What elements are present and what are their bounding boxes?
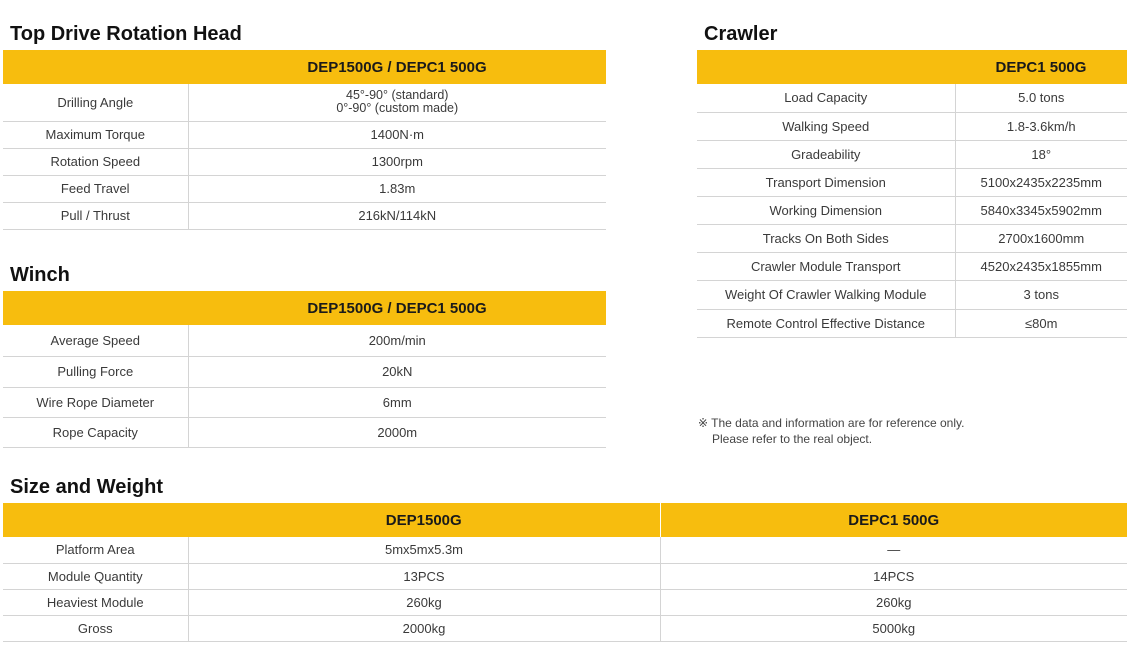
table-row: [3, 387, 606, 417]
table-header-row: [3, 503, 1127, 537]
spec-value: 5mx5mx5.3m: [188, 537, 660, 563]
spec-value: 5.0 tons: [955, 84, 1127, 112]
spec-label: Average Speed: [3, 325, 188, 356]
spec-label: Platform Area: [3, 537, 188, 563]
size-weight-model-header: DEPC1 500G: [660, 503, 1127, 537]
size-weight-title: Size and Weight: [10, 476, 163, 498]
spec-value: 260kg: [660, 589, 1127, 615]
spec-label: Module Quantity: [3, 563, 188, 589]
table-row: [697, 252, 1127, 280]
table-row: [697, 140, 1127, 168]
spec-label: Tracks On Both Sides: [697, 224, 955, 252]
note-line-1: ※ The data and information are for reference only.: [698, 416, 965, 430]
size-weight-model-header: DEP1500G: [188, 503, 660, 537]
table-row: [3, 121, 606, 148]
spec-value: 1400N·m: [188, 121, 606, 148]
table-row: [697, 84, 1127, 112]
table-row: [3, 325, 606, 356]
spec-value: 2000kg: [188, 615, 660, 641]
spec-label: Crawler Module Transport: [697, 252, 955, 280]
spec-label: Pull / Thrust: [3, 202, 188, 229]
crawler-model-header: DEPC1 500G: [955, 50, 1127, 84]
spec-label: Weight Of Crawler Walking Module: [697, 280, 955, 309]
spec-label: Working Dimension: [697, 196, 955, 224]
spec-value: 2000m: [188, 417, 606, 447]
spec-value: 5840x3345x5902mm: [955, 196, 1127, 224]
reference-note: [698, 415, 964, 447]
spec-label: Gradeability: [697, 140, 955, 168]
table-row: [3, 148, 606, 175]
spec-value: 1.8-3.6km/h: [955, 112, 1127, 140]
spec-value: 20kN: [188, 356, 606, 387]
spec-label: Feed Travel: [3, 175, 188, 202]
spec-value: —: [660, 537, 1127, 563]
top-drive-title: Top Drive Rotation Head: [10, 23, 242, 45]
winch-model-header: DEP1500G / DEPC1 500G: [188, 291, 606, 325]
table-row: [697, 280, 1127, 309]
table-header-row: [3, 50, 606, 84]
spec-value: 216kN/114kN: [188, 202, 606, 229]
spec-label: Walking Speed: [697, 112, 955, 140]
table-row: [3, 175, 606, 202]
spec-label: Load Capacity: [697, 84, 955, 112]
note-line-2: Please refer to the real object.: [712, 432, 873, 446]
table-row: [3, 537, 1127, 563]
spec-label: Pulling Force: [3, 356, 188, 387]
spec-value: 5100x2435x2235mm: [955, 168, 1127, 196]
spec-value: 2700x1600mm: [955, 224, 1127, 252]
spec-label: Wire Rope Diameter: [3, 387, 188, 417]
header-blank-cell: [3, 291, 188, 325]
spec-value-line: 45°-90° (standard): [346, 88, 449, 103]
spec-value: 18°: [955, 140, 1127, 168]
winch-table: [3, 291, 606, 448]
spec-value: [188, 84, 606, 121]
spec-value: ≤80m: [955, 309, 1127, 337]
spec-value: 6mm: [188, 387, 606, 417]
top-drive-table: [3, 50, 606, 230]
table-row: [3, 417, 606, 447]
table-row: [3, 589, 1127, 615]
table-row: [697, 168, 1127, 196]
header-blank-cell: [3, 503, 188, 537]
table-row: [697, 112, 1127, 140]
table-row: [697, 196, 1127, 224]
spec-value: 4520x2435x1855mm: [955, 252, 1127, 280]
crawler-title: Crawler: [704, 23, 778, 45]
spec-value: 13PCS: [188, 563, 660, 589]
table-row: [3, 202, 606, 229]
spec-label: Drilling Angle: [3, 84, 188, 121]
spec-value: 260kg: [188, 589, 660, 615]
spec-label: Transport Dimension: [697, 168, 955, 196]
spec-value: 3 tons: [955, 280, 1127, 309]
table-row: [3, 84, 606, 121]
header-blank-cell: [3, 50, 188, 84]
top-drive-model-header: DEP1500G / DEPC1 500G: [188, 50, 606, 84]
size-weight-table: [3, 503, 1127, 642]
spec-value: 1.83m: [188, 175, 606, 202]
spec-value: 200m/min: [188, 325, 606, 356]
spec-label: Gross: [3, 615, 188, 641]
header-blank-cell: [697, 50, 955, 84]
spec-value: 5000kg: [660, 615, 1127, 641]
spec-label: Heaviest Module: [3, 589, 188, 615]
spec-label: Maximum Torque: [3, 121, 188, 148]
spec-value: 14PCS: [660, 563, 1127, 589]
crawler-table: [697, 50, 1127, 338]
table-row: [3, 615, 1127, 641]
spec-value-line: 0°-90° (custom made): [336, 101, 459, 116]
spec-value: 1300rpm: [188, 148, 606, 175]
table-row: [697, 224, 1127, 252]
spec-label: Rotation Speed: [3, 148, 188, 175]
table-header-row: [697, 50, 1127, 84]
table-row: [697, 309, 1127, 337]
winch-title: Winch: [10, 264, 70, 286]
table-row: [3, 356, 606, 387]
table-header-row: [3, 291, 606, 325]
table-row: [3, 563, 1127, 589]
spec-label: Remote Control Effective Distance: [697, 309, 955, 337]
spec-label: Rope Capacity: [3, 417, 188, 447]
